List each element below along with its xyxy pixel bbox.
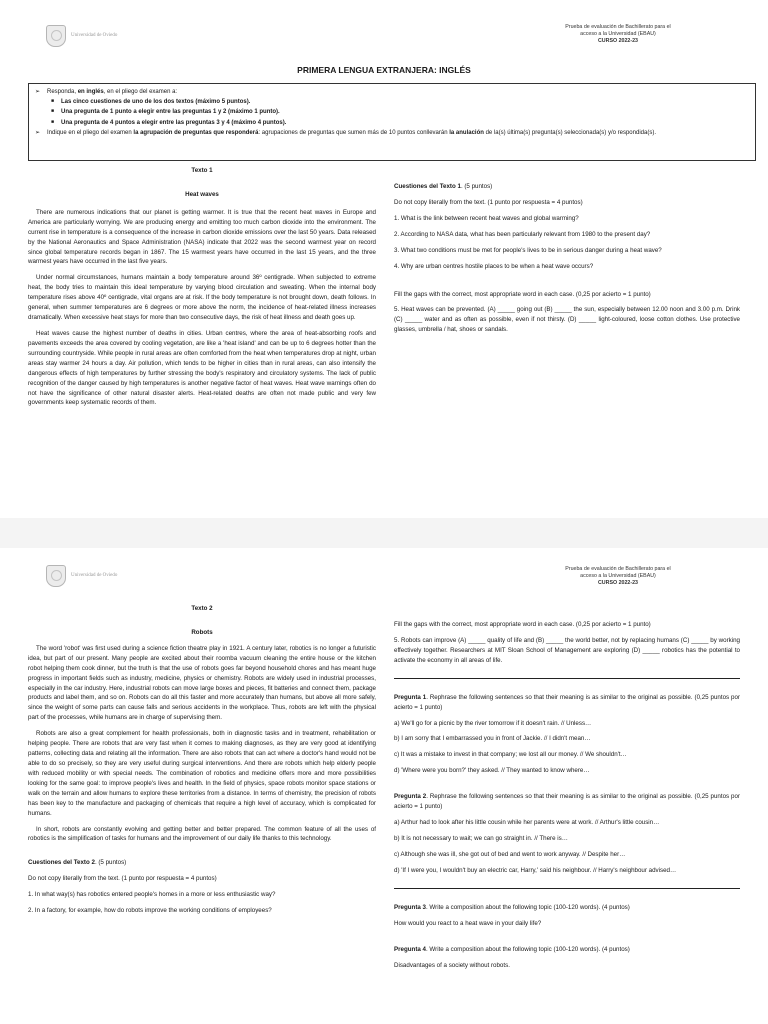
page-title: PRIMERA LENGUA EXTRANJERA: INGLÉS xyxy=(297,65,471,75)
rephrase-item: c) It was a mistake to invest in that company; we lost all our money. // We shouldn't… xyxy=(394,751,627,759)
header-course: CURSO 2022-23 xyxy=(597,38,639,45)
questions-1-title-rest: . (5 puntos) xyxy=(460,183,493,190)
instruction-text: de la(s) última(s) pregunta(s) seleccionada(s) y/o respondida(s). xyxy=(483,129,656,136)
rephrase-item: b) I am sorry that I embarrassed you in front of Jackie. // I didn't mean… xyxy=(394,735,591,743)
pregunta-4-heading xyxy=(394,945,740,955)
questions-text-1-column xyxy=(394,182,740,341)
header-course: CURSO 2022-23 xyxy=(597,580,639,587)
pregunta-1-instructions: . Rephrase the following sentences so that their meaning is as similar to the original as possible. (0,25 puntos por acierto = 1 punto) xyxy=(394,693,740,711)
text-1-paragraph: Heat waves cause the highest number of deaths in cities. Urban centres, where the area of heat-absorbing roofs and pavements exceeds the area covered by cooling vegetation, are like a 'heat island' and can be up to 6 degrees hotter than the surrounding countryside. While people in rural areas are often comforted from the heat when temperatures drop at night, urban areas stay warmer 24 hours a day. Air pollution, which tends to be higher in cities than in rural areas, can also intensify the dangerous effects of high temperatures by further stressing the body's respiratory and circulatory systems. The lack of public recognition of the danger caused by high temperatures is another negative factor of heat waves. Heat wave warnings often do not have the significance of other natural disaster alerts. Heat-related deaths are often not made public and very few governments keep systematic records of them. xyxy=(28,329,376,407)
instruction-emphasis: la agrupación de preguntas que responderá xyxy=(133,129,259,136)
questions-2-title-rest: . (5 puntos) xyxy=(94,859,127,867)
pregunta-3-heading xyxy=(394,903,740,913)
question-item: 3. What two conditions must be met for people's lives to be in serious danger during a heat wave? xyxy=(394,246,662,254)
pregunta-2-instructions: . Rephrase the following sentences so that their meaning is as similar to the original as possible. (0,25 puntos por acierto = 1 punto) xyxy=(394,793,740,811)
page-separator xyxy=(0,518,768,548)
instruction-subitem: ■ Una pregunta de 1 punto a elegir entre las preguntas 1 y 2 (máximo 1 punto). xyxy=(51,107,749,117)
question-item: 4. Why are urban centres hostile places to be when a heat wave occurs? xyxy=(394,262,594,270)
pregunta-3-label: Pregunta 3 xyxy=(394,903,426,911)
rephrase-item: a) Arthur had to look after his little cousin while her parents were at work. // Arthur's little cousin… xyxy=(394,819,660,827)
arrow-bullet-icon: ➢ xyxy=(35,89,41,95)
question-item: 2. In a factory, for example, how do robots improve the working conditions of employees? xyxy=(28,907,272,915)
instruction-text: : agrupaciones de preguntas que sumen más de 10 puntos conllevarán xyxy=(258,129,450,136)
pregunta-2-label: Pregunta 2 xyxy=(394,793,427,801)
text-1-column xyxy=(28,166,376,414)
header-line-1: Prueba de evaluación de Bachillerato para el xyxy=(565,566,671,572)
instruction-item-1 xyxy=(35,87,749,97)
text-2-paragraph: The word 'robot' was first used during a science fiction theatre play in 1921. A century later, robotics is no longer a futuristic idea, but part of our present. Many people are excited about their roomba vacuum cleaning the entire house or the kitchen robot helping them cook dinner, but the truth is that the use of robots goes far beyond household chores and has meant huge progress in important fields such as industry, medicine, physics or chemistry. Robots are widely used in industrial processes, especially in the car industry. Here, industrial robots can move large boxes and pieces, fit batteries and connect them, package products and label them, and so on. Robots can do all this faster and more accurately than humans, but above all more safely, since the weight of some parts can cause falls and serious accidents in the workplace. Thus, robots are left with the physical part of the processes, while humans are in charge of supervising them. xyxy=(28,644,376,722)
text-1-label: Texto 1 xyxy=(191,167,213,174)
rephrase-item: d) 'Where were you born?' they asked. // They wanted to know where… xyxy=(394,767,590,775)
instruction-text: Indique en el pliego del examen xyxy=(47,129,134,136)
text-1-paragraph: Under normal circumstances, humans maintain a body temperature around 36º centigrade. When subjected to extreme heat, the body tries to maintain this ideal temperature by varying blood circulation and sweating. When the internal body temperature rises above 40º centigrade, vital organs are at risk. If the body temperature is not brought down, death follows. In general, when summer temperatures are 6 degrees or more above the norm, the incidence of heat-related illness increases dramatically. When excessive heat stays for more than two consecutive days, the risk of heat illness and death goes up. xyxy=(28,274,376,322)
right-column-page-2 xyxy=(394,620,740,976)
exam-page-2 xyxy=(0,548,768,1024)
exam-header-info xyxy=(538,24,698,45)
arrow-bullet-icon: ➢ xyxy=(35,129,41,136)
header-line-2: acceso a la Universidad (EBAU) xyxy=(580,31,656,38)
logo-text: Universidad de Oviedo xyxy=(71,573,118,578)
header-line-1: Prueba de evaluación de Bachillerato para el xyxy=(565,24,671,30)
pregunta-4-instructions: . Write a composition about the following topic (100-120 words). (4 puntos) xyxy=(425,945,630,953)
rephrase-item: c) Although she was ill, she got out of bed and went to work anyway. // Despite her… xyxy=(394,850,626,858)
instruction-sublist xyxy=(35,97,749,128)
university-logo xyxy=(46,24,136,48)
questions-1-note: Do not copy literally from the text. (1 punto por respuesta = 4 puntos) xyxy=(394,198,583,206)
pregunta-1-label: Pregunta 1 xyxy=(394,693,427,701)
questions-1-title-bold: Cuestiones del Texto 1 xyxy=(394,183,461,190)
instruction-text: , en el pliego del examen a: xyxy=(103,89,178,95)
pregunta-1-heading xyxy=(394,693,740,713)
rephrase-item: d) 'If I were you, I wouldn't buy an electric car, Harry,' said his neighbour. // Harry's neighbour advised… xyxy=(394,866,677,874)
text-2-title: Robots xyxy=(191,628,213,636)
question-item: 1. What is the link between recent heat waves and global warming? xyxy=(394,214,579,222)
fill-gaps-text: 5. Heat waves can be prevented. (A) _____ going out (B) _____ the sun, especially between 12.00 noon and 3.00 p.m. Drink (C) _____ water and as often as possible, even if not thirsty. (D) _____ light-coloured, loose cotton clothes. Use protective glasses, umbrella / hat, shoes or sandals. xyxy=(394,306,740,334)
exam-header-info xyxy=(538,566,698,587)
text-2-paragraph: Robots are also a great complement for health professionals, both in diagnostic tasks and in treatment, rehabilitation or helping people. There are robots that are very fast when it comes to making diagnoses, as they are very good at identifying patterns, collecting data and relating all the information. There are also robots that can act where a doctor's hand would not be able to do so precisely, so they are very useful during surgical interventions. And there are robots which help elderly people with reduced mobility or with special needs. The combination of robotics and medicine offers more and more possibilities looking for the same goal: to improve people's lives and health. In the field of physics, space robots monitor space stations or walk on the terrain and allow humans to explore these territories from a distance. In terms of chemistry, the precision of robots has been key to the manufacture and packaging of chemicals that require a high level of accuracy, which is complicated for humans. xyxy=(28,730,376,817)
section-divider xyxy=(394,678,740,679)
instruction-item-2 xyxy=(35,128,749,138)
text-1-paragraph: There are numerous indications that our planet is getting warmer. It is true that the recent heat waves in Europe and America are particularly worrying. We are producing energy and emitting too much carbon dioxide into the environment. The current rise in temperature is a consequence of the increase in carbon dioxide emissions over the last 50 years. Data released by the National Aeronautics and Space Administration (NASA) indicate that 2022 was the second warmest year on record since global temperature records began in 1867. The 15 warmest years have occurred in the last 15 years, and the three warmest years have occurred in the last five years. xyxy=(28,208,376,266)
instruction-text: Responda, xyxy=(47,89,78,95)
text-2-paragraph: In short, robots are constantly evolving and getting better and better prepared. The common feature of all the uses of robotics is the simplification of tasks for humans and the improvement of our daily life thanks to this technology. xyxy=(28,825,376,843)
rephrase-item: a) We'll go for a picnic by the river tomorrow if it doesn't rain. // Unless… xyxy=(394,719,592,727)
pregunta-4-label: Pregunta 4 xyxy=(394,945,426,953)
instructions-box xyxy=(28,83,756,161)
section-divider xyxy=(394,888,740,889)
pregunta-4-topic: Disadvantages of a society without robots. xyxy=(394,961,510,969)
pregunta-3-topic: How would you react to a heat wave in your daily life? xyxy=(394,919,542,927)
header-line-2: acceso a la Universidad (EBAU) xyxy=(580,573,656,580)
questions-1-title xyxy=(394,182,740,192)
instruction-subitem: ■ Las cinco cuestiones de uno de los dos textos (máximo 5 puntos). xyxy=(51,97,749,107)
question-item: 1. In what way(s) has robotics entered people's homes in a more or less enthusiastic way? xyxy=(28,891,276,899)
rephrase-item: b) It is not necessary to wait; we can go straight in. // There is… xyxy=(394,834,568,842)
university-seal-icon xyxy=(46,25,66,47)
instruction-emphasis: la anulación xyxy=(449,129,484,136)
text-2-label: Texto 2 xyxy=(191,605,213,612)
pregunta-3-instructions: . Write a composition about the following topic (100-120 words). (4 puntos) xyxy=(425,903,630,911)
question-item: 2. According to NASA data, what has been particularly relevant from 1980 to the present day? xyxy=(394,230,651,238)
university-seal-icon xyxy=(46,565,66,587)
questions-2-title xyxy=(28,858,376,868)
questions-2-title-bold: Cuestiones del Texto 2 xyxy=(28,859,95,867)
instruction-subitem: ■ Una pregunta de 4 puntos a elegir entre las preguntas 3 y 4 (máximo 4 puntos). xyxy=(51,118,749,128)
fill-gaps-title: Fill the gaps with the correct, most appropriate word in each case. (0,25 por acierto = 1 punto) xyxy=(394,290,651,298)
text-1-title: Heat waves xyxy=(185,190,219,198)
text-2-column xyxy=(28,604,376,922)
fill-gaps-text: 5. Robots can improve (A) _____ quality of life and (B) _____ the world better, not by replacing humans (C) _____ by working effectively together. Researchers at MIT Sloan School of Management are exploring (D) _____ robotics has the potential to activate the economy in all areas of life. xyxy=(394,636,740,664)
logo-text: Universidad de Oviedo xyxy=(71,33,118,38)
instruction-emphasis: en inglés xyxy=(77,89,104,95)
pregunta-2-heading xyxy=(394,792,740,812)
questions-2-note: Do not copy literally from the text. (1 punto por respuesta = 4 puntos) xyxy=(28,875,217,883)
fill-gaps-title: Fill the gaps with the correct, most appropriate word in each case. (0,25 por acierto = 1 punto) xyxy=(394,621,651,628)
university-logo xyxy=(46,564,136,588)
